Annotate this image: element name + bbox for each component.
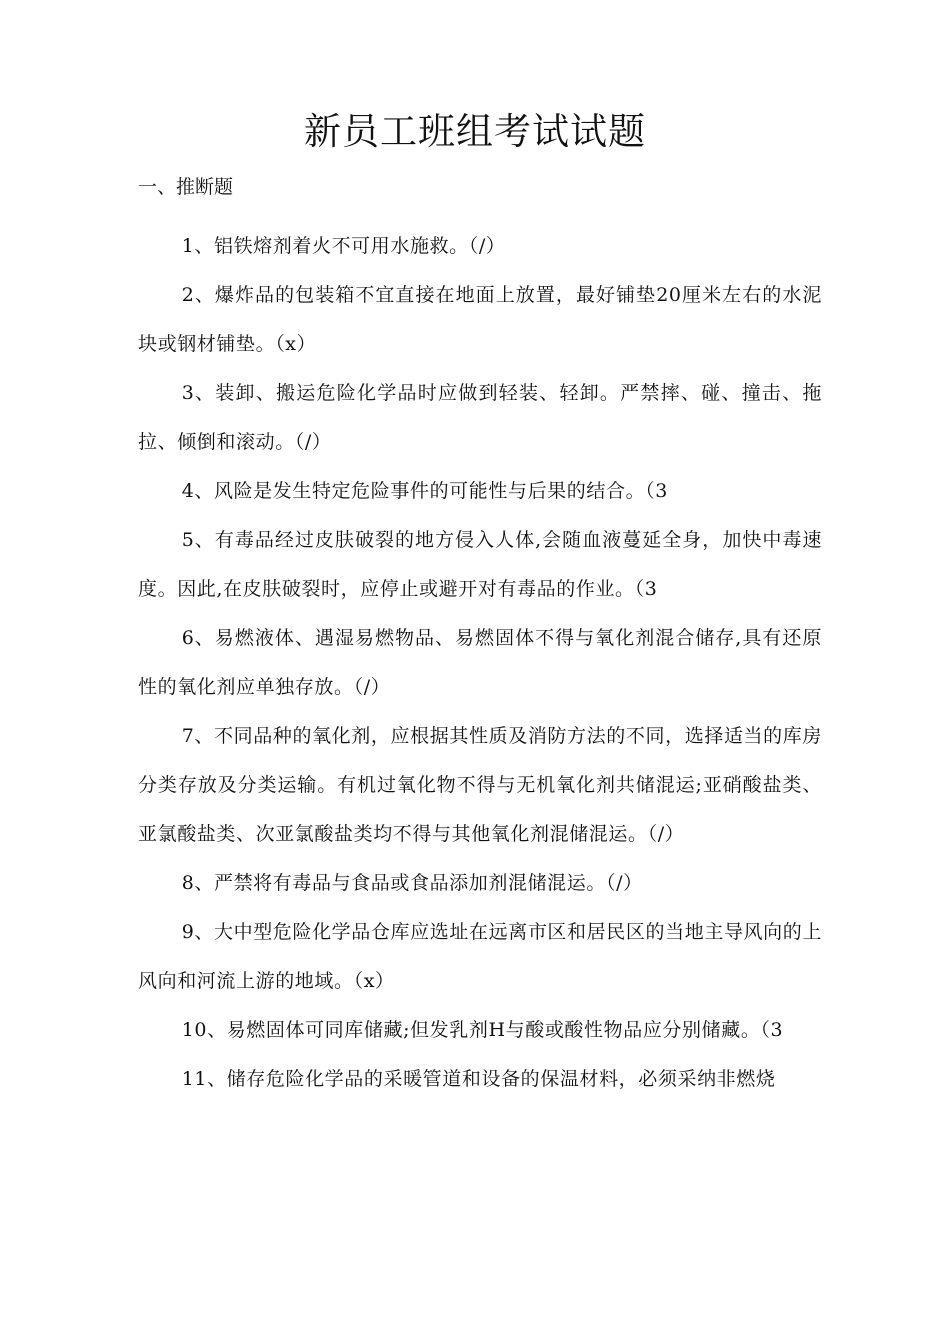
question-item: 8、严禁将有毒品与食品或食品添加剂混储混运。（/） — [181, 872, 643, 894]
question-item: 1、铝铁熔剂着火不可用水施救。（/） — [181, 235, 506, 257]
question-item: 7、不同品种的氧化剂，应根据其性质及消防方法的不同，选择适当的库房分类存放及分类运输。有机过氧化物不得与无机氧化剂共储混运;亚硝酸盐类、亚氯酸盐类、次亚氯酸盐类均不得与其他氧化剂混储混运。（/） — [138, 725, 822, 845]
question-item: 3、装卸、搬运危险化学品时应做到轻装、轻卸。严禁摔、碰、撞击、拖拉、倾倒和滚动。（/） — [138, 382, 822, 453]
question-item: 5、有毒品经过皮肤破裂的地方侵入人体,会随血液蔓延全身，加快中毒速度。因此,在皮肤破裂时，应停止或避开对有毒品的作业。（3 — [138, 529, 822, 600]
document-title: 新员工班组考试试题 — [304, 110, 646, 153]
question-item: 9、大中型危险化学品仓库应选址在远离市区和居民区的当地主导风向的上风向和河流上游的地域。（x） — [138, 921, 822, 992]
question-item: 6、易燃液体、遇湿易燃物品、易燃固体不得与氧化剂混合储存,具有还原性的氧化剂应单独存放。（/） — [138, 627, 822, 698]
question-item: 4、风险是发生特定危险事件的可能性与后果的结合。（3 — [181, 480, 668, 502]
question-item: 10、易燃固体可同库储藏;但发乳剂H与酸或酸性物品应分别储藏。（3 — [181, 1019, 784, 1041]
question-item: 11、储存危险化学品的采暖管道和设备的保温材料，必须采纳非燃烧 — [181, 1068, 776, 1090]
section-heading: 一、推断题 — [138, 176, 234, 198]
question-item: 2、爆炸品的包装箱不宜直接在地面上放置，最好铺垫20厘米左右的水泥块或钢材铺垫。（x） — [138, 284, 822, 355]
question-list — [138, 222, 822, 1104]
